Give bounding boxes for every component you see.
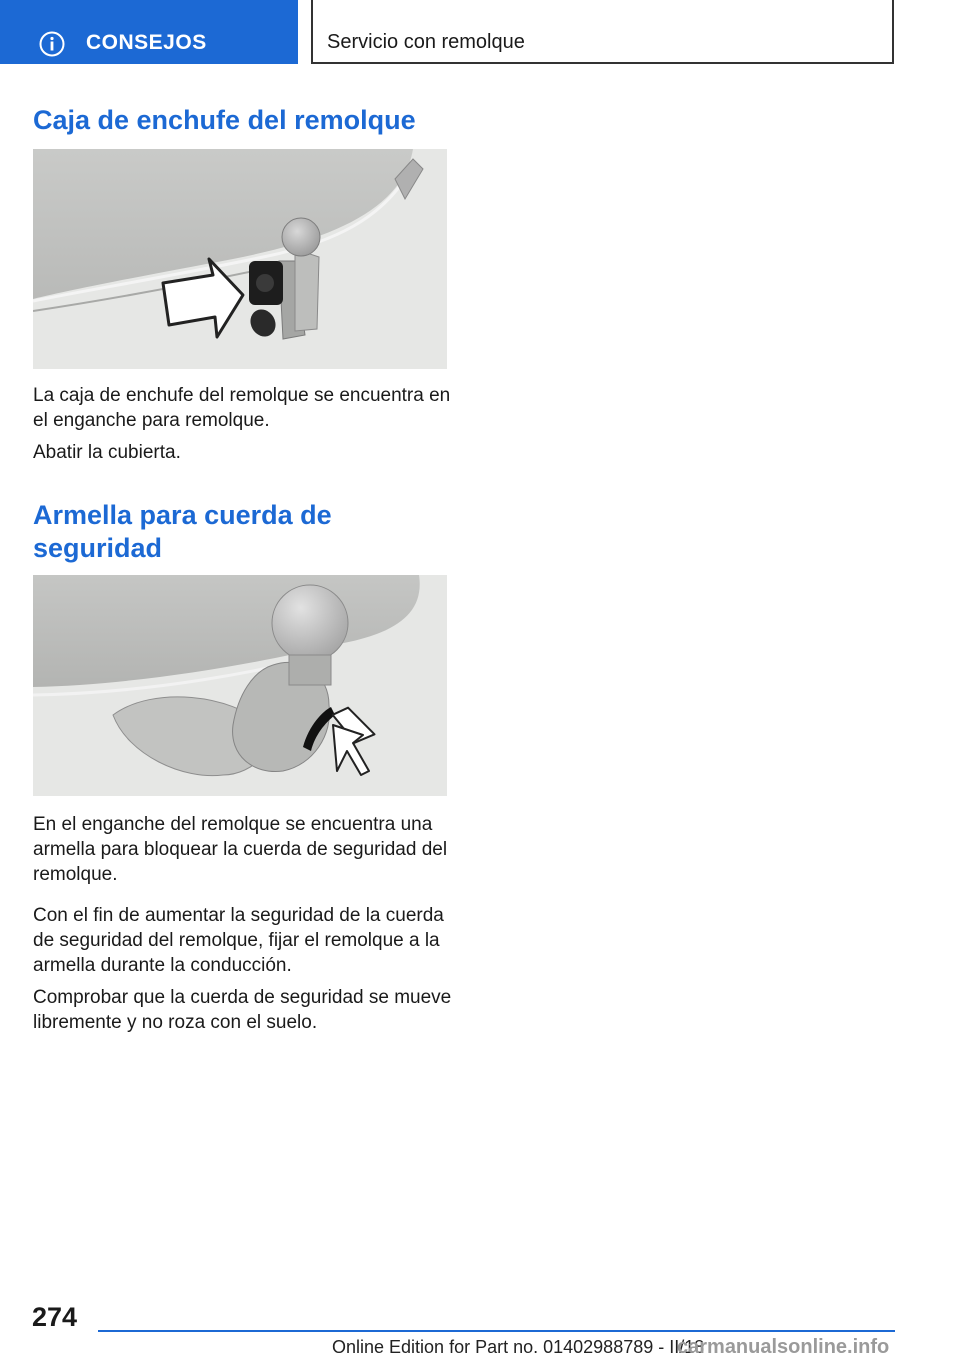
section-label: CONSEJOS [86, 31, 207, 54]
info-icon [38, 30, 66, 58]
paragraph: Con el fin de aumentar la seguridad de la cuerda de seguridad del remolque, fijar el remolque a la armella durante la conducción. [33, 905, 444, 976]
section-tab[interactable] [0, 0, 298, 64]
safety-eye-illustration [33, 575, 447, 796]
watermark: carmanualsonline.info [677, 1336, 890, 1358]
footer-divider [98, 1330, 895, 1332]
section-heading-safety-eye: Armella para cuerda de seguridad [33, 500, 332, 563]
figure-safety-eye [33, 575, 447, 796]
figure-trailer-socket [33, 149, 447, 369]
paragraph: En el enganche del remolque se encuentra una armella para bloquear la cuerda de seguridad del remolque. [33, 814, 448, 885]
paragraph: Comprobar que la cuerda de seguridad se mueve libremente y no roza con el suelo. [33, 987, 452, 1033]
section-heading-socket: Caja de enchufe del remolque [33, 105, 416, 135]
topic-header [311, 0, 894, 64]
topic-title: Servicio con remolque [327, 31, 525, 53]
paragraph: Abatir la cubierta. [33, 442, 181, 463]
edition-note: Online Edition for Part no. 01402988789 - II/18 [332, 1337, 705, 1357]
paragraph: La caja de enchufe del remolque se encuentra en el enganche para remolque. [33, 385, 451, 431]
trailer-socket-illustration [33, 149, 447, 369]
page-number: 274 [32, 1302, 78, 1332]
